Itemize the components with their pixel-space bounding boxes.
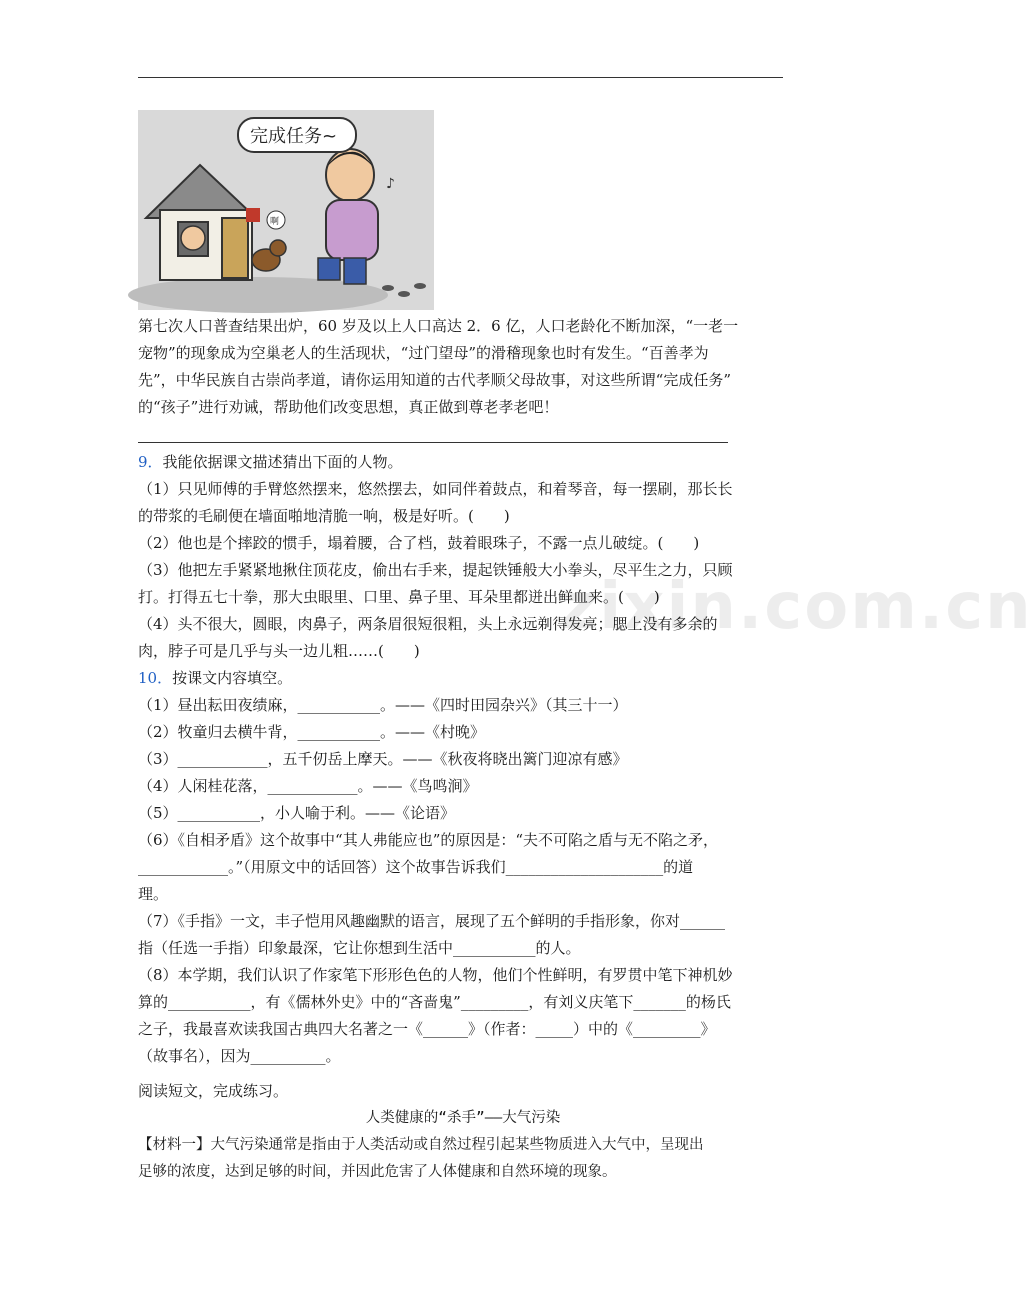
question-line: ____________。”（用原文中的话回答）这个故事告诉我们_____________________的道 <box>138 858 694 876</box>
question-line: （3）____________，五千仞岳上摩天。——《秋夜将晓出篱门迎凉有感》 <box>138 750 628 768</box>
header-rule <box>138 77 783 78</box>
question-line: （2）他也是个摔跤的惯手，塌着腰，合了档，鼓着眼珠子，不露一点儿破绽。( ) <box>138 534 700 552</box>
reading-title: 人类健康的“杀手”——大气污染 <box>365 1110 561 1126</box>
reading-section <box>138 1078 788 1186</box>
question-title: 按课文内容填空。 <box>172 669 293 687</box>
question-line: （4）头不很大，圆眼，肉鼻子，两条眉很短很粗，头上永远剃得发亮；腮上没有多余的 <box>138 615 718 633</box>
question-line: （故事名），因为__________。 <box>138 1047 341 1065</box>
passage-line: 宠物”的现象成为空巢老人的生活现状，“过门望母”的滑稽现象也时有发生。“百善孝为 <box>138 344 709 362</box>
question-line: （2）牧童归去横牛背，___________。——《村晚》 <box>138 723 486 741</box>
svg-text:♪: ♪ <box>386 176 395 192</box>
reading-instruction: 阅读短文，完成练习。 <box>138 1082 289 1100</box>
question-line: 算的___________，有《儒林外史》中的“吝啬鬼”_________，有刘义庆笔下_______的杨氏 <box>138 993 731 1011</box>
question-line: （5）___________，小人喻于利。——《论语》 <box>138 804 456 822</box>
question-line: （3）他把左手紧紧地揪住顶花皮，偷出右手来，提起铁锤般大小拳头，尽平生之力，只顾 <box>138 561 733 579</box>
question-line: 之子，我最喜欢读我国古典四大名著之一《______》（作者：_____）中的《_________》 <box>138 1020 716 1038</box>
question-number: 9． <box>138 453 163 471</box>
question-line: 打。打得五七十拳，那大虫眼里、口里、鼻子里、耳朵里都迸出鲜血来。( ) <box>138 588 660 606</box>
speech-bubble-text: 完成任务~ <box>250 126 338 147</box>
cartoon-illustration <box>138 110 434 310</box>
question-title: 我能依据课文描述猜出下面的人物。 <box>162 453 403 471</box>
question-line: （1）只见师傅的手臂悠然摆来，悠然摆去，如同伴着鼓点，和着琴音，每一摆刷，那长长 <box>138 480 733 498</box>
answer-line <box>138 442 728 443</box>
passage <box>138 313 788 421</box>
passage-line: 的“孩子”进行劝诫，帮助他们改变思想，真正做到尊老孝老吧！ <box>138 398 559 416</box>
material-line: 足够的浓度，达到足够的时间，并因此危害了人体健康和自然环境的现象。 <box>138 1164 617 1180</box>
question-line: 指（任选一手指）印象最深，它让你想到生活中___________的人。 <box>138 939 581 957</box>
question-line: 肉，脖子可是几乎与头一边儿粗……( ) <box>138 642 420 660</box>
question-line: （8）本学期，我们认识了作家笔下形形色色的人物，他们个性鲜明，有罗贯中笔下神机妙 <box>138 966 733 984</box>
dog-bubble-text: 啊 <box>270 217 280 227</box>
question-line: （1）昼出耘田夜绩麻，___________。——《四时田园杂兴》（其三十一） <box>138 696 628 714</box>
passage-line: 先”，中华民族自古崇尚孝道，请你运用知道的古代孝顺父母故事，对这些所谓“完成任务” <box>138 371 732 389</box>
question-line: （6）《自相矛盾》这个故事中“其人弗能应也”的原因是：“夫不可陷之盾与无不陷之矛， <box>138 831 719 849</box>
question-line: 的带浆的毛刷便在墙面啪地清脆一响，极是好听。( ) <box>138 507 510 525</box>
question-line: 理。 <box>138 885 169 903</box>
passage-line: 第七次人口普查结果出炉，60 岁及以上人口高达 2．6 亿，人口老龄化不断加深，“一老一 <box>138 317 739 335</box>
watermark: zixin.com.cn <box>560 570 1033 644</box>
question-line: （7）《手指》一文，丰子恺用风趣幽默的语言，展现了五个鲜明的手指形象，你对______ <box>138 912 726 930</box>
question-number: 10． <box>138 669 173 687</box>
question-10 <box>138 665 788 1070</box>
question-line: （4）人闲桂花落，____________。——《鸟鸣涧》 <box>138 777 478 795</box>
material-line: 【材料一】大气污染通常是指由于人类活动或自然过程引起某些物质进入大气中，呈现出 <box>138 1137 704 1153</box>
